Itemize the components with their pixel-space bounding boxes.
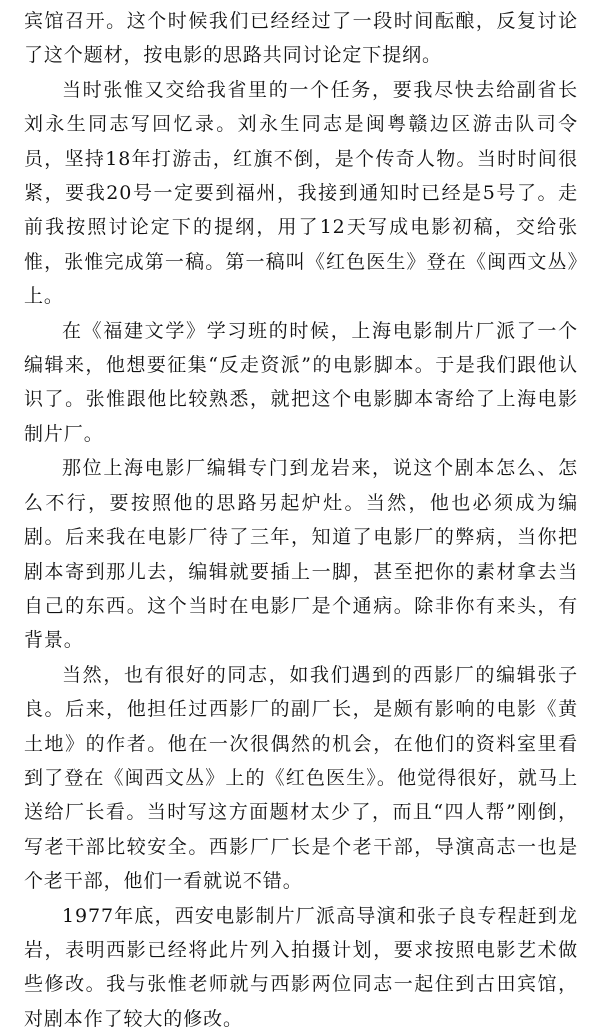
- paragraph-5: 当然，也有很好的同志，如我们遇到的西影厂的编辑张子良。后来，他担任过西影厂的副厂长，是颇有影响的电影《黄土地》的作者。他在一次很偶然的机会，在他们的资料室里看到了登在《闽西文丛》上的《红色医生》。他觉得很好，就马上送给厂长看。当时写这方面题材太少了，而且“四人帮”刚倒，写老干部比较安全。西影厂厂长是个老干部，导演高志一也是个老干部，他们一看就说不错。: [24, 663, 578, 893]
- paragraph-2: 当时张惟又交给我省里的一个任务，要我尽快去给副省长刘永生同志写回忆录。刘永生同志是闽粤赣边区游击队司令员，坚持18年打游击，红旗不倒，是个传奇人物。当时时间很紧，要我20号一定要到福州，我接到通知时已经是5号了。走前我按照讨论定下的提纲，用了12天写成电影初稿，交给张惟，张惟完成第一稿。第一稿叫《红色医生》登在《闽西文丛》上。: [24, 78, 578, 308]
- paragraph-1: 宾馆召开。这个时候我们已经经过了一段时间酝酿，反复讨论了这个题材，按电影的思路共同讨论定下提纲。: [24, 10, 578, 67]
- paragraph-6: 1977年底，西安电影制片厂派高导演和张子良专程赶到龙岩，表明西影已经将此片列入拍摄计划，要求按照电影艺术做些修改。我与张惟老师就与西影两位同志一起住到古田宾馆，对剧本作了较大的修改。: [24, 904, 578, 1030]
- paragraph-3: 在《福建文学》学习班的时候，上海电影制片厂派了一个编辑来，他想要征集“反走资派”的电影脚本。于是我们跟他认识了。张惟跟他比较熟悉，就把这个电影脚本寄给了上海电影制片厂。: [24, 319, 578, 445]
- paragraph-4: 那位上海电影厂编辑专门到龙岩来，说这个剧本怎么、怎么不行，要按照他的思路另起炉灶。当然，他也必须成为编剧。后来我在电影厂待了三年，知道了电影厂的弊病，当你把剧本寄到那儿去，编辑就要插上一脚，甚至把你的素材拿去当自己的东西。这个当时在电影厂是个通病。除非你有来头，有背景。: [24, 457, 578, 652]
